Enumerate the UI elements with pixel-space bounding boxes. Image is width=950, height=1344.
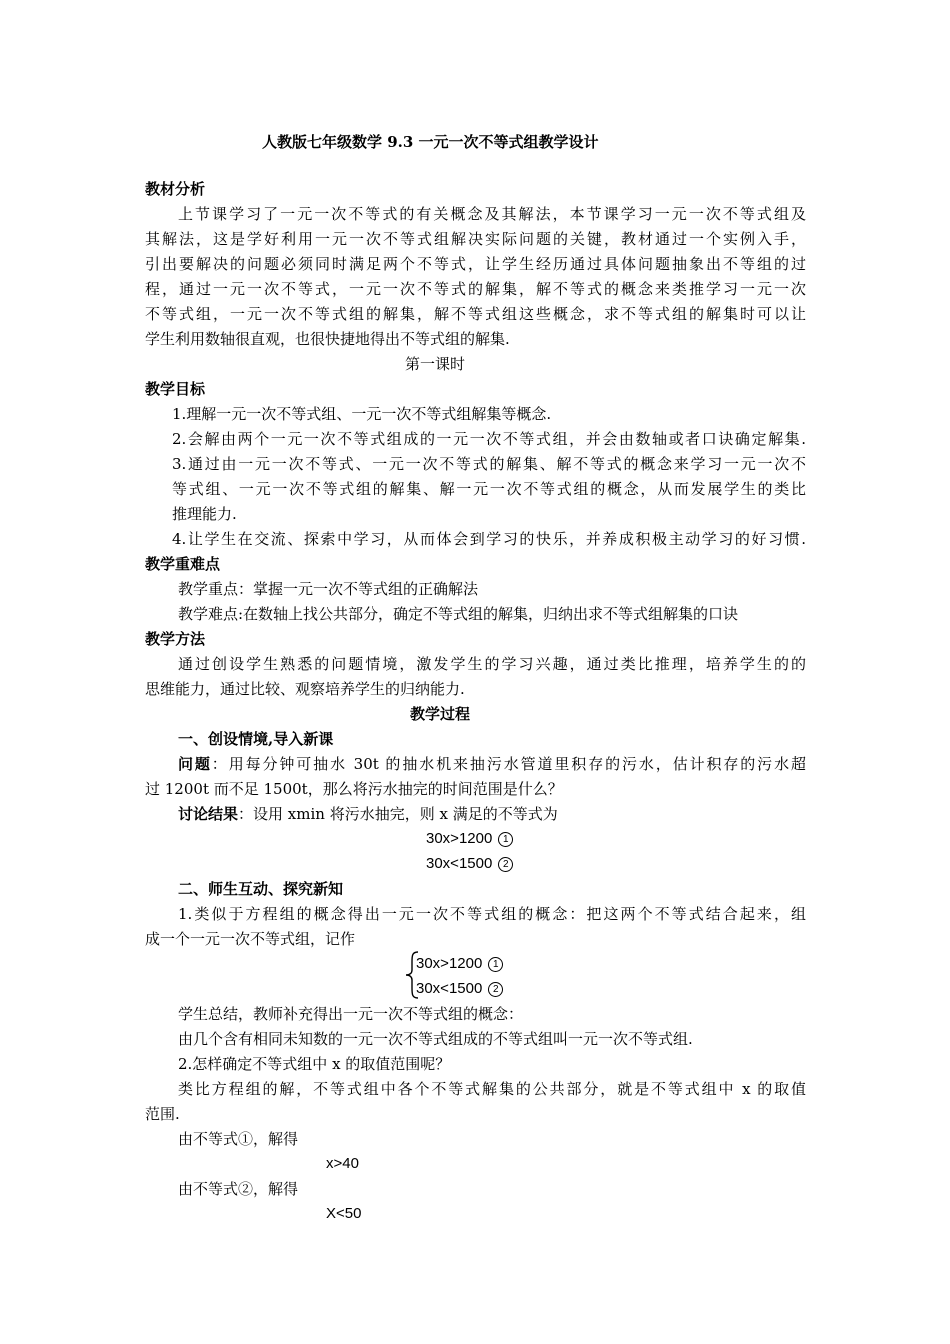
paragraph-line: 引出要解决的问题必须同时满足两个不等式，让学生经历通过具体问题抽象出不等组的过 [145,255,806,273]
goal-item: 1.理解一元一次不等式组、一元一次不等式组解集等概念. [172,405,552,423]
paragraph-line: 范围. [145,1105,180,1123]
paragraph-line: 1.类似于方程组的概念得出一元一次不等式组的概念：把这两个不等式结合起来，组 [178,905,806,923]
inequality-text: 30x>1200 [426,830,493,847]
discussion-label: 讨论结果 [178,805,239,823]
section-heading-goals: 教学目标 [145,380,206,398]
goal-item: 2.会解由两个一元一次不等式组成的一元一次不等式组，并会由数轴或者口诀确定解集. [172,430,806,448]
circled-number-2: 2 [498,857,513,872]
section-heading-process: 教学过程 [410,705,471,723]
goal-item: 等式组、一元一次不等式组的解集、解一元一次不等式组的概念，从而发展学生的类比 [172,480,806,498]
paragraph-line: 学生总结，教师补充得出一元一次不等式组的概念： [178,1005,524,1023]
solve-step-2: 由不等式②，解得 [178,1180,299,1198]
paragraph-line: 成一个一元一次不等式组，记作 [145,930,356,948]
problem-line: 过 1200t 而不足 1500t，那么将污水抽完的时间范围是什么？ [145,780,563,798]
section-heading-method: 教学方法 [145,630,206,648]
paragraph-line: 思维能力，通过比较、观察培养学生的归纳能力. [145,680,465,698]
solve-step-1: 由不等式①，解得 [178,1130,299,1148]
paragraph-line: 上节课学习了一元一次不等式的有关概念及其解法，本节课学习一元一次不等式组及 [178,205,806,223]
paragraph-line: 通过创设学生熟悉的问题情境，激发学生的学习兴趣，通过类比推理，培养学生的的 [178,655,806,673]
goal-item: 3.通过由一元一次不等式、一元一次不等式的解集、解不等式的概念来学习一元一次不 [172,455,806,473]
definition-line: 由几个含有相同未知数的一元一次不等式组成的不等式组叫一元一次不等式组. [178,1030,693,1048]
inequality-1 [426,827,513,851]
problem-text: ：用每分钟可抽水 30t 的抽水机来抽污水管道里积存的污水，估计积存的污水超 [211,755,806,773]
key-point-text: 教学重点：掌握一元一次不等式组的正确解法 [178,580,479,598]
discussion-text: ：设用 xmin 将污水抽完，则 x 满足的不等式为 [238,805,558,823]
paragraph-line: 类比方程组的解，不等式组中各个不等式解集的公共部分，就是不等式组中 x 的取值 [178,1080,806,1098]
problem-line [178,752,806,776]
system-inequality-1 [416,952,503,976]
inequality-text: 30x<1500 [416,980,483,997]
circled-number-1: 1 [498,832,513,847]
inequality-2 [426,852,513,876]
question-line: 2.怎样确定不等式组中 x 的取值范围呢？ [178,1055,451,1073]
part-heading-2: 二、师生互动、探究新知 [178,880,344,898]
system-inequality-2 [416,977,503,1001]
lesson-label: 第一课时 [405,355,466,373]
paragraph-line: 不等式组，一元一次不等式组的解集，解不等式组这些概念，求不等式组的解集时可以让 [145,305,806,323]
inequality-text: 30x>1200 [416,955,483,972]
solution-1: x>40 [326,1155,359,1172]
difficulty-text: 教学难点:在数轴上找公共部分，确定不等式组的解集，归纳出求不等式组解集的口诀 [178,605,739,623]
paragraph-line: 程，通过一元一次不等式，一元一次不等式的解集，解不等式的概念来类推学习一元一次 [145,280,806,298]
document-title: 人教版七年级数学 9.3 一元一次不等式组教学设计 [262,133,599,151]
problem-label: 问题 [178,755,212,773]
part-heading-1: 一、创设情境,导入新课 [178,730,334,748]
solution-2: X<50 [326,1205,362,1222]
goal-item: 4.让学生在交流、探索中学习，从而体会到学习的快乐，并养成积极主动学习的好习惯. [172,530,806,548]
paragraph-line: 其解法，这是学好利用一元一次不等式组解决实际问题的关键，教材通过一个实例入手， [145,230,806,248]
section-heading-key-points: 教学重难点 [145,555,221,573]
goal-item: 推理能力. [172,505,237,523]
paragraph-line: 学生利用数轴很直观，也很快捷地得出不等式组的解集. [145,330,510,348]
inequality-text: 30x<1500 [426,855,493,872]
circled-number-1: 1 [488,957,503,972]
section-heading-material-analysis: 教材分析 [145,180,206,198]
circled-number-2: 2 [488,982,503,997]
discussion-line [178,802,558,826]
